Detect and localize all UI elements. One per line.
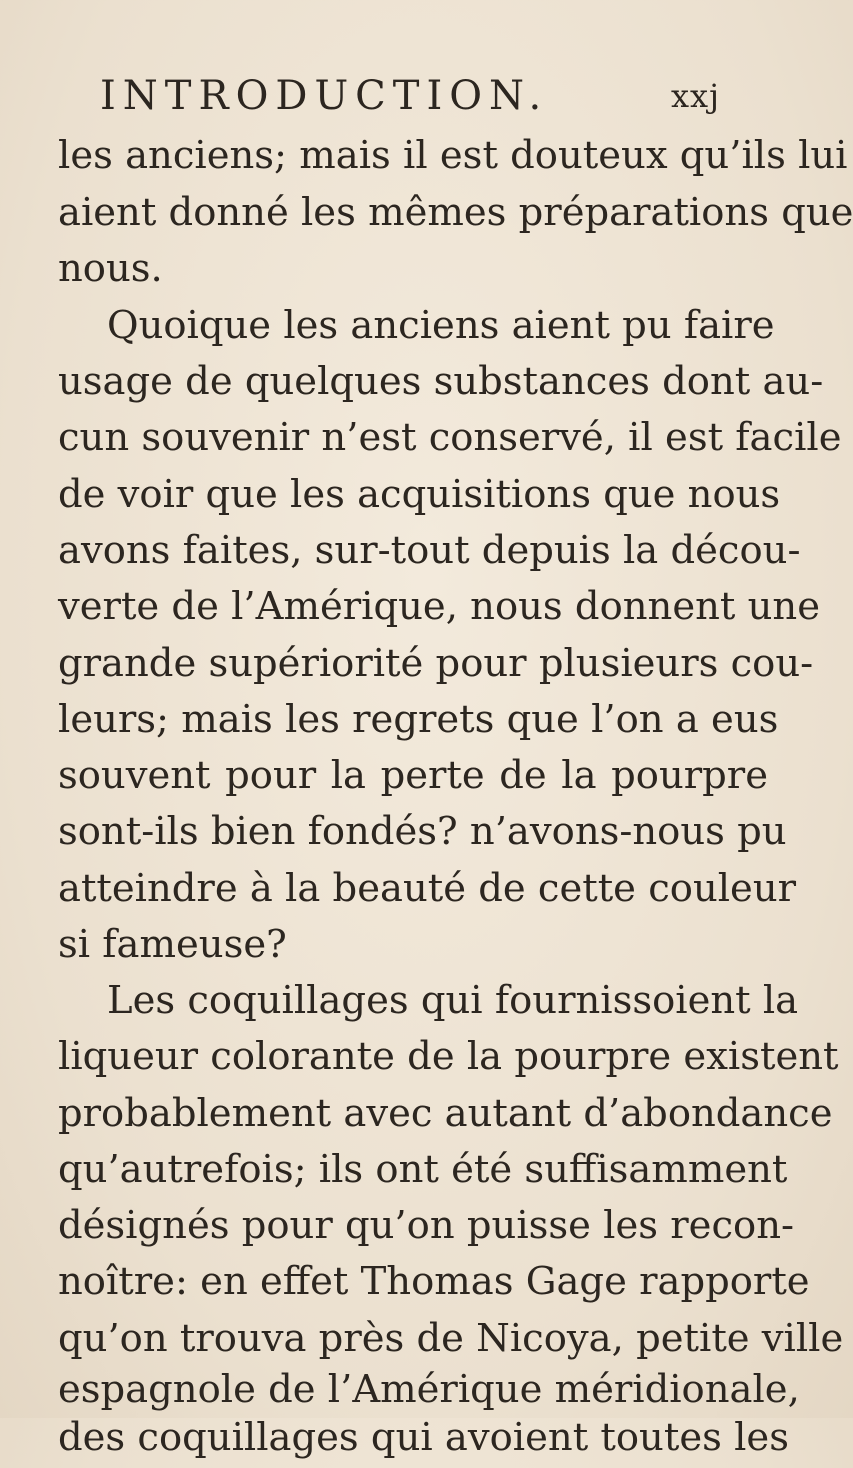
text-line: des coquillages qui avoient toutes les bbox=[58, 1415, 789, 1460]
text-line: sont-ils bien fondés? n’avons-nous pu bbox=[58, 809, 787, 854]
text-line: désignés pour qu’on puisse les recon- bbox=[58, 1203, 794, 1248]
text-line: aient donné les mêmes préparations que bbox=[58, 190, 853, 235]
text-line: de voir que les acquisitions que nous bbox=[58, 472, 781, 517]
text-line: cun souvenir n’est conservé, il est facile bbox=[58, 415, 842, 460]
text-line: probablement avec autant d’abondance bbox=[58, 1091, 833, 1136]
text-line: grande supériorité pour plusieurs cou- bbox=[58, 641, 814, 686]
text-line: qu’on trouva près de Nicoya, petite ville bbox=[58, 1316, 844, 1361]
text-line: Les coquillages qui fournissoient la bbox=[107, 978, 799, 1023]
text-line: verte de l’Amérique, nous donnent une bbox=[58, 584, 821, 629]
text-line: noître: en effet Thomas Gage rapporte bbox=[58, 1259, 810, 1304]
text-line: souvent pour la perte de la pourpre bbox=[58, 753, 768, 798]
text-line: leurs; mais les regrets que l’on a eus bbox=[58, 697, 779, 742]
text-line: nous. bbox=[58, 246, 163, 291]
text-line: atteindre à la beauté de cette couleur bbox=[58, 866, 797, 911]
text-line: liqueur colorante de la pourpre existent bbox=[58, 1034, 839, 1079]
text-line: Quoique les anciens aient pu faire bbox=[107, 303, 775, 348]
text-line: usage de quelques substances dont au- bbox=[58, 359, 824, 404]
page-number: xxj bbox=[670, 77, 720, 115]
text-line: qu’autrefois; ils ont été suffisamment bbox=[58, 1147, 788, 1192]
text-line: avons faites, sur-tout depuis la décou- bbox=[58, 528, 801, 573]
page-header bbox=[100, 68, 720, 124]
text-line: espagnole de l’Amérique méridionale, bbox=[58, 1367, 800, 1412]
text-line: si fameuse? bbox=[58, 922, 287, 967]
running-head: INTRODUCTION. bbox=[100, 73, 549, 119]
text-line: les anciens; mais il est douteux qu’ils lui bbox=[58, 133, 848, 178]
